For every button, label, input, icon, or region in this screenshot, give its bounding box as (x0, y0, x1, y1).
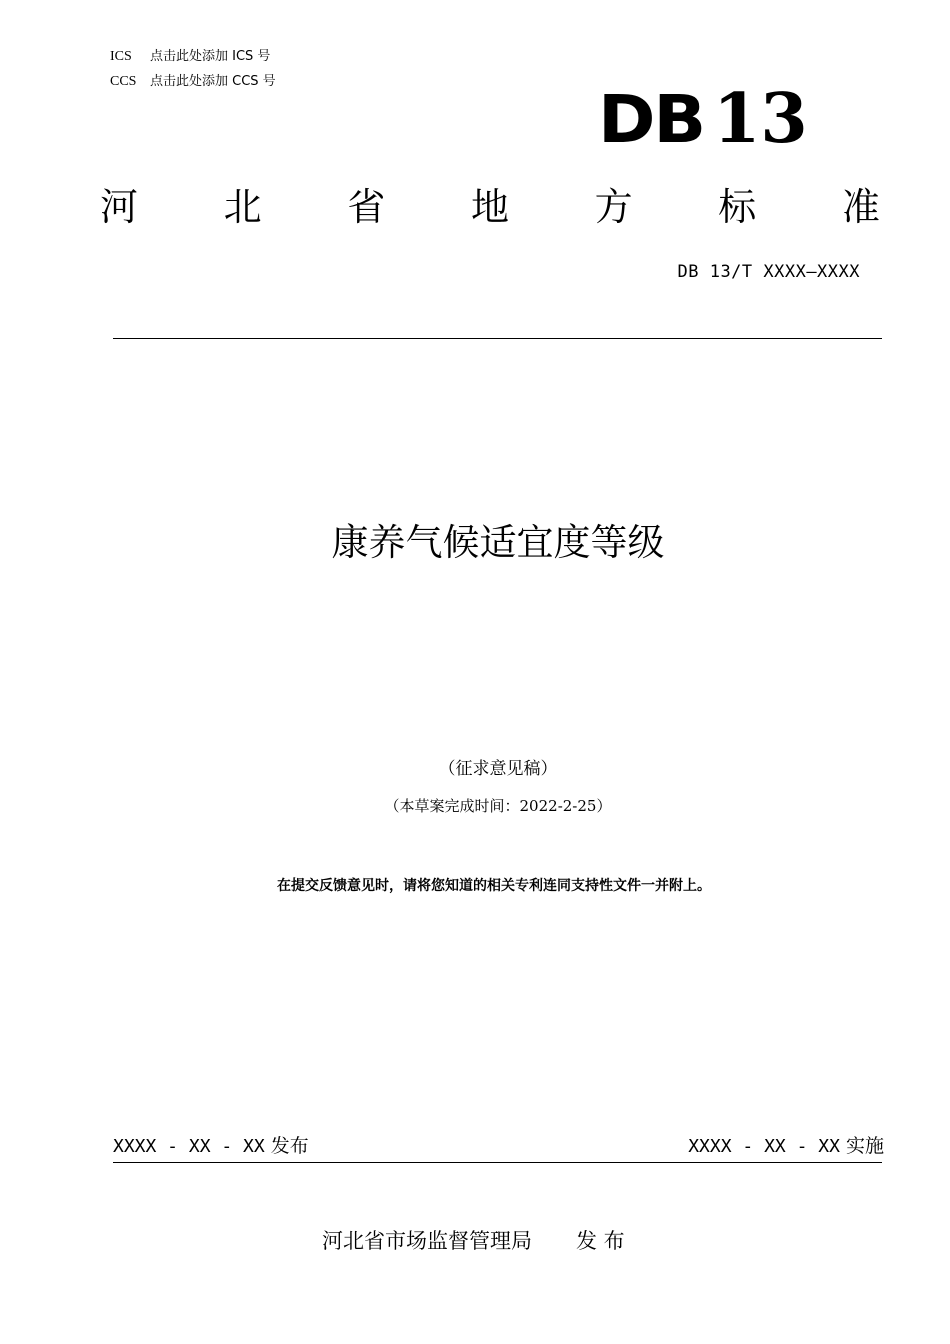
ccs-row (110, 72, 276, 91)
category-char: 标 (718, 185, 757, 229)
implement-date-line (688, 1132, 884, 1161)
ics-row (110, 47, 270, 66)
issuer-name: 河北省市场监督管理局 (322, 1229, 532, 1253)
logo-prefix: DB (598, 81, 705, 158)
standard-number: DB 13/T XXXX—XXXX (677, 262, 860, 282)
publish-label: 发布 (270, 1135, 309, 1157)
header-divider (113, 338, 882, 339)
patent-notice: 在提交反馈意见时，请将您知道的相关专利连同支持性文件一并附上。 (277, 878, 711, 894)
category-char: 河 (100, 185, 139, 229)
ccs-label: CCS (110, 74, 137, 89)
logo-number: 13 (713, 79, 808, 159)
footer-divider (113, 1162, 882, 1163)
publish-date[interactable]: XXXX - XX - XX (113, 1136, 265, 1157)
standard-category (100, 182, 880, 232)
ics-label: ICS (110, 49, 132, 64)
category-char: 北 (223, 185, 262, 229)
category-char: 准 (841, 185, 880, 229)
document-title: 康养气候适宜度等级 (331, 521, 665, 564)
draft-completion-date: （本草案完成时间：2022-2-25） (384, 797, 612, 815)
category-char: 方 (594, 185, 633, 229)
ccs-field[interactable]: 点击此处添加 CCS 号 (150, 74, 276, 89)
draft-status: （征求意见稿） (438, 759, 558, 779)
category-char: 省 (347, 185, 386, 229)
issuer-line (322, 1226, 625, 1256)
issuer-action: 发 布 (576, 1229, 625, 1253)
implement-label: 实施 (845, 1135, 884, 1157)
db13-logo (598, 79, 808, 159)
ics-field[interactable]: 点击此处添加 ICS 号 (150, 49, 271, 64)
publish-date-line (113, 1132, 309, 1161)
category-char: 地 (470, 185, 509, 229)
implement-date[interactable]: XXXX - XX - XX (688, 1136, 840, 1157)
